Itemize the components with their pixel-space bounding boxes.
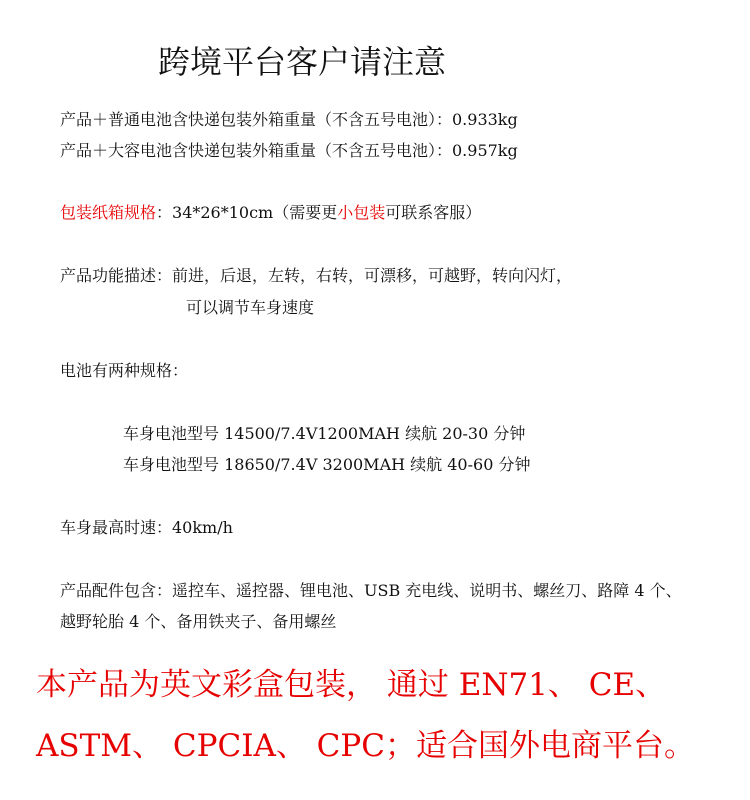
box-size-line: [60, 202, 481, 224]
certification-notice-line-1: 本产品为英文彩盒包装， 通过 EN71、 CE、: [36, 667, 667, 703]
weight-line-standard-battery: 产品＋普通电池含快递包装外箱重量（不含五号电池）：0.933kg: [60, 110, 518, 129]
accessories-continuation: 越野轮胎 4 个、备用铁夹子、备用螺丝: [60, 612, 337, 631]
box-size-label: 包装纸箱规格: [60, 203, 157, 222]
page-title: 跨境平台客户请注意: [158, 43, 447, 81]
smaller-package-note: 小包装: [337, 203, 386, 222]
max-speed-line: 车身最高时速：40km/h: [60, 518, 233, 537]
battery-heading: 电池有两种规格：: [60, 361, 189, 380]
weight-line-large-battery: 产品＋大容电池含快递包装外箱重量（不含五号电池）：0.957kg: [60, 141, 518, 160]
accessories-line: 产品配件包含：遥控车、遥控器、锂电池、USB 充电线、说明书、螺丝刀、路障 4 个、: [60, 581, 682, 600]
certification-notice-line-2: ASTM、 CPCIA、 CPC；适合国外电商平台。: [36, 728, 695, 764]
battery-spec-18650: 车身电池型号 18650/7.4V 3200MAH 续航 40-60 分钟: [123, 455, 531, 474]
battery-spec-14500: 车身电池型号 14500/7.4V1200MAH 续航 20-30 分钟: [123, 424, 526, 443]
feature-description-line: 产品功能描述：前进，后退，左转，右转，可漂移，可越野，转向闪灯，: [60, 266, 573, 285]
contact-service-note: 可联系客服）: [385, 203, 482, 222]
feature-description-continuation: 可以调节车身速度: [186, 298, 315, 317]
box-size-value: ：34*26*10cm（需要更: [156, 203, 338, 222]
